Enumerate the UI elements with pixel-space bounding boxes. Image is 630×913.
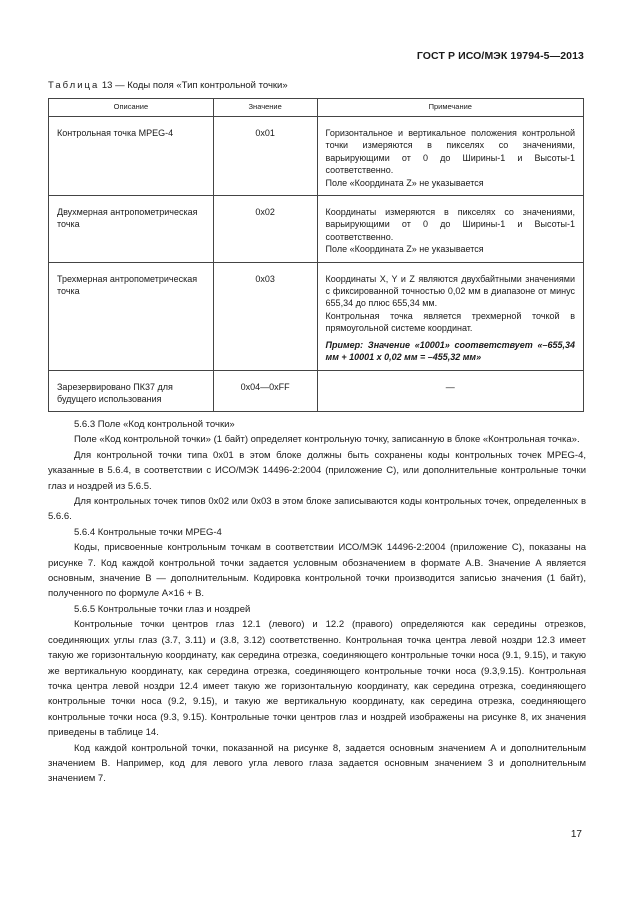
row-note-example: Пример: Значение «10001» соответствует «–655,34 мм + 10001 х 0,02 мм = –455,32 мм» <box>325 339 575 363</box>
paragraph: Для контрольных точек типов 0х02 или 0х03 в этом блоке записываются коды контрольных точек, определенных в 5.6.6. <box>48 496 586 523</box>
table-caption-title: 13 — Коды поля «Тип контрольной точки» <box>101 80 288 91</box>
row-note <box>317 196 583 263</box>
landmark-type-table <box>48 98 584 412</box>
section-heading: 5.6.4 Контрольные точки MPEG-4 <box>74 526 222 538</box>
row-note <box>317 262 583 370</box>
paragraph: Поле «Код контрольной точки» (1 байт) определяет контрольную точку, записанную в блоке «Контрольная точка». <box>74 434 580 446</box>
section-heading: 5.6.3 Поле «Код контрольной точки» <box>74 419 235 430</box>
paragraph: Код каждой контрольной точки, показанной на рисунке 8, задается основным значением A и дополнительным значением B. Например, код для левого угла левого глаза задается основным значением 3 и дополнительным значением 7. <box>48 742 586 785</box>
row-description: Трехмерная антропометрическая точка <box>49 262 214 370</box>
row-note-text: Координаты X, Y и Z являются двухбайтными значениями с фиксированной точностью 0,02 мм в диапазоне от минус 655,34 до плюс 655,34 мм. <box>325 273 575 309</box>
row-note <box>317 117 583 196</box>
row-note-text: Координаты измеряются в пикселях со значениями, варьирующими от 0 до Ширины-1 и Высоты-1 соответственно. <box>325 207 575 242</box>
column-header-description: Описание <box>49 99 214 117</box>
table-row <box>49 196 584 263</box>
row-value: 0x03 <box>213 262 317 370</box>
table-row <box>49 262 584 370</box>
table-caption-word: Таблица <box>48 80 100 91</box>
column-header-value: Значение <box>213 99 317 117</box>
body-text <box>48 417 586 787</box>
row-description: Зарезервировано ПК37 для будущего использования <box>49 370 214 412</box>
row-value: 0x01 <box>213 117 317 196</box>
row-note-extra: Поле «Координата Z» не указывается <box>325 177 484 188</box>
column-header-note: Примечание <box>317 99 583 117</box>
table-caption <box>48 80 288 91</box>
table-row <box>49 117 584 196</box>
paragraph: Коды, присвоенные контрольным точкам в соответствии ИСО/МЭК 14496-2:2004 (приложение С), показаны на рисунке 7. Код каждой контрольной точки задается условным обозначением в формате A.B. Значение A является основным, значение B — дополнительным. Кодировка контрольной точки производится записью значения (1 байт), полученного по формуле A×16 + B. <box>48 542 586 600</box>
table-row <box>49 370 584 412</box>
row-description: Контрольная точка MPEG-4 <box>49 117 214 196</box>
row-description: Двухмерная антропометрическая точка <box>49 196 214 263</box>
paragraph: Для контрольной точки типа 0х01 в этом блоке должны быть сохранены коды контрольных точек MPEG-4, указанные в 5.6.4, в соответствии с ИСО/МЭК 14496-2:2004 (приложение С), или дополнительные контрольные точки глаз и ноздрей из 5.6.5. <box>48 449 586 492</box>
page-number: 17 <box>570 829 582 840</box>
paragraph: Контрольные точки центров глаз 12.1 (левого) и 12.2 (правого) определяются как середины отрезков, соединяющих углы глаз (3.7, 3.11) и (3.8, 3.12) соответственно. Контрольная точка центра левой ноздри 12.3 имеет такую же горизонтальную координату, как середина отрезка, соединяющего контрольные точки носа (9.1, 9.15), и такую же вертикальную координату, как середина отрезка, соединяющего контрольные точки носа (9.3,9.15). Контрольная точка центра левой ноздри 12.4 имеет такую же горизонтальную координату, как середина отрезка, соединяющего контрольные точки носа (9.2, 9.15), и такую же вертикальную координату, как середина отрезка, соединяющего контрольные точки носа (9.3, 9.15). Контрольные точки центров глаз и ноздрей изображены на рисунке 8, их значения приведены в таблице 14. <box>48 619 586 739</box>
row-note: — <box>317 370 583 412</box>
row-note-extra: Контрольная точка является трехмерной точкой в прямоугольной системе координат. <box>325 310 575 334</box>
document-header: ГОСТ Р ИСО/МЭК 19794-5—2013 <box>416 50 584 62</box>
section-heading: 5.6.5 Контрольные точки глаз и ноздрей <box>74 603 251 615</box>
row-note-extra: Поле «Координата Z» не указывается <box>325 244 484 255</box>
table-header-row <box>49 99 584 117</box>
row-note-text: Горизонтальное и вертикальное положения контрольной точки измеряются в пикселях со значениями, варьирующими от 0 до Ширины-1 и Высоты-1 соответственно. <box>325 128 575 176</box>
row-value: 0x02 <box>213 196 317 263</box>
row-value: 0x04—0xFF <box>213 370 317 412</box>
